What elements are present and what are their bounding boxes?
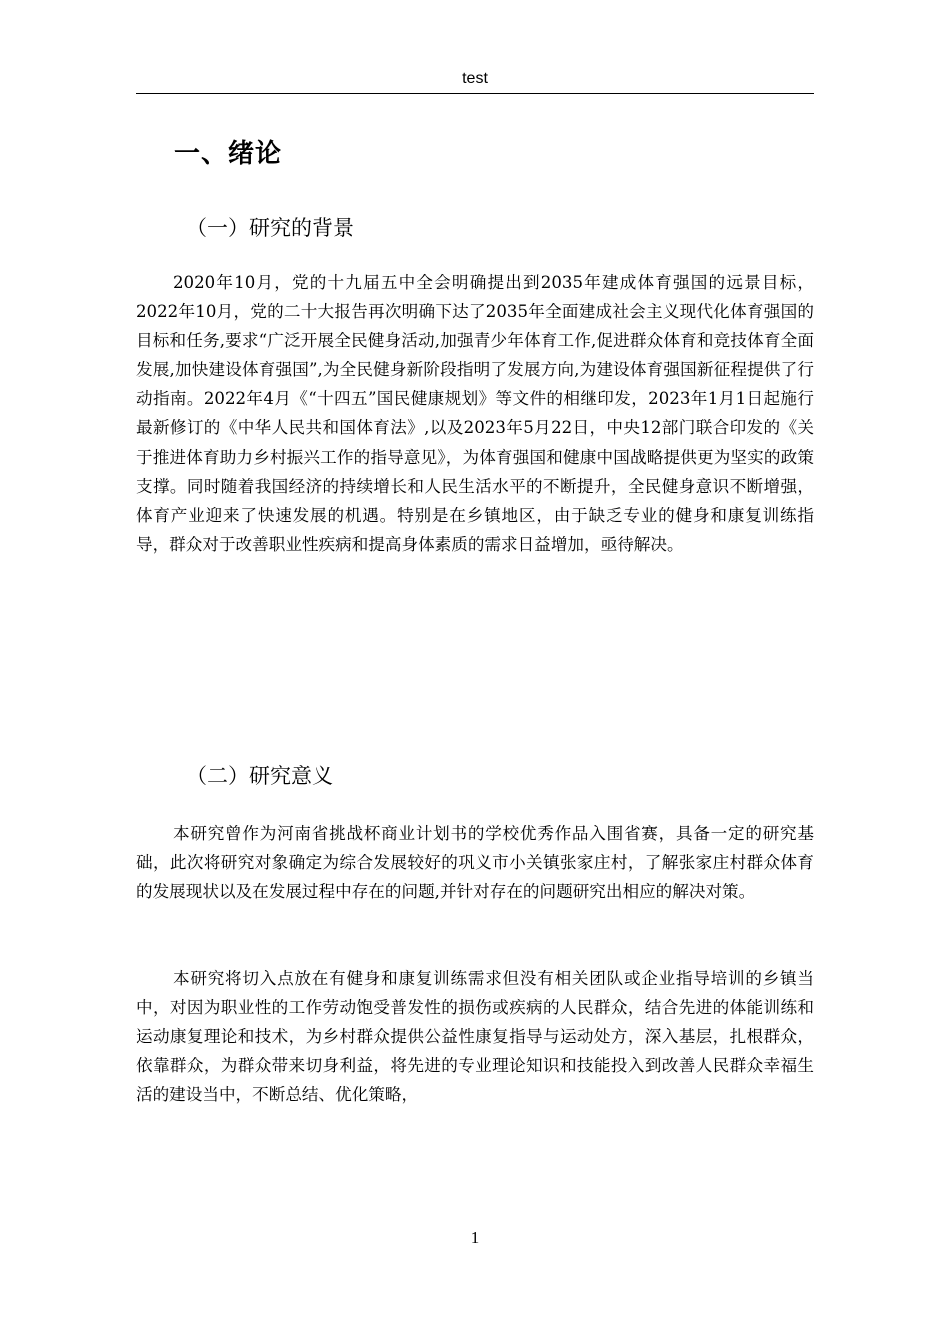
page-number: 1 [470,1228,480,1247]
section-heading-background: （一）研究的背景 [186,216,354,240]
paragraph-significance-1: 本研究曾作为河南省挑战杯商业计划书的学校优秀作品入围省赛，具备一定的研究基础，此次将研究对象确定为综合发展较好的巩义市小关镇张家庄村，了解张家庄村群众体育的发展现状以及在发展过程中存在的问题,并针对存在的问题研究出相应的解决对策。 [136,824,814,902]
paragraph-significance-2: 本研究将切入点放在有健身和康复训练需求但没有相关团队或企业指导培训的乡镇当中，对因为职业性的工作劳动饱受普发性的损伤或疾病的人民群众，结合先进的体能训练和运动康复理论和技术，为乡村群众提供公益性康复指导与运动处方，深入基层，扎根群众，依靠群众，为群众带来切身利益，将先进的专业理论知识和技能投入到改善人民群众幸福生活的建设当中，不断总结、优化策略， [136,969,814,1105]
section-heading-significance: （二）研究意义 [186,764,333,788]
paragraph-background: 2020年10月，党的十九届五中全会明确提出到2035年建成体育强国的远景目标，2022年10月，党的二十大报告再次明确下达了2035年全面建成社会主义现代化体育强国的目标和任务,要求“广泛开展全民健身活动,加强青少年体育工作,促进群众体育和竞技体育全面发展,加快建设体育强国”,为全民健身新阶段指明了发展方向,为建设体育强国新征程提供了行动指南。2022年4月《“十四五”国民健康规划》等文件的相继印发，2023年1月1日起施行最新修订的《中华人民共和国体育法》,以及2023年5月22日，中央12部门联合印发的《关于推进体育助力乡村振兴工作的指导意见》，为体育强国和健康中国战略提供更为坚实的政策支撑。同时随着我国经济的持续增长和人民生活水平的不断提升，全民健身意识不断增强，体育产业迎来了快速发展的机遇。特别是在乡镇地区，由于缺乏专业的健身和康复训练指导，群众对于改善职业性疾病和提高身体素质的需求日益增加，亟待解决。 [136,273,814,554]
chapter-heading: 一、绪论 [174,139,283,169]
page-header: test [136,66,814,94]
